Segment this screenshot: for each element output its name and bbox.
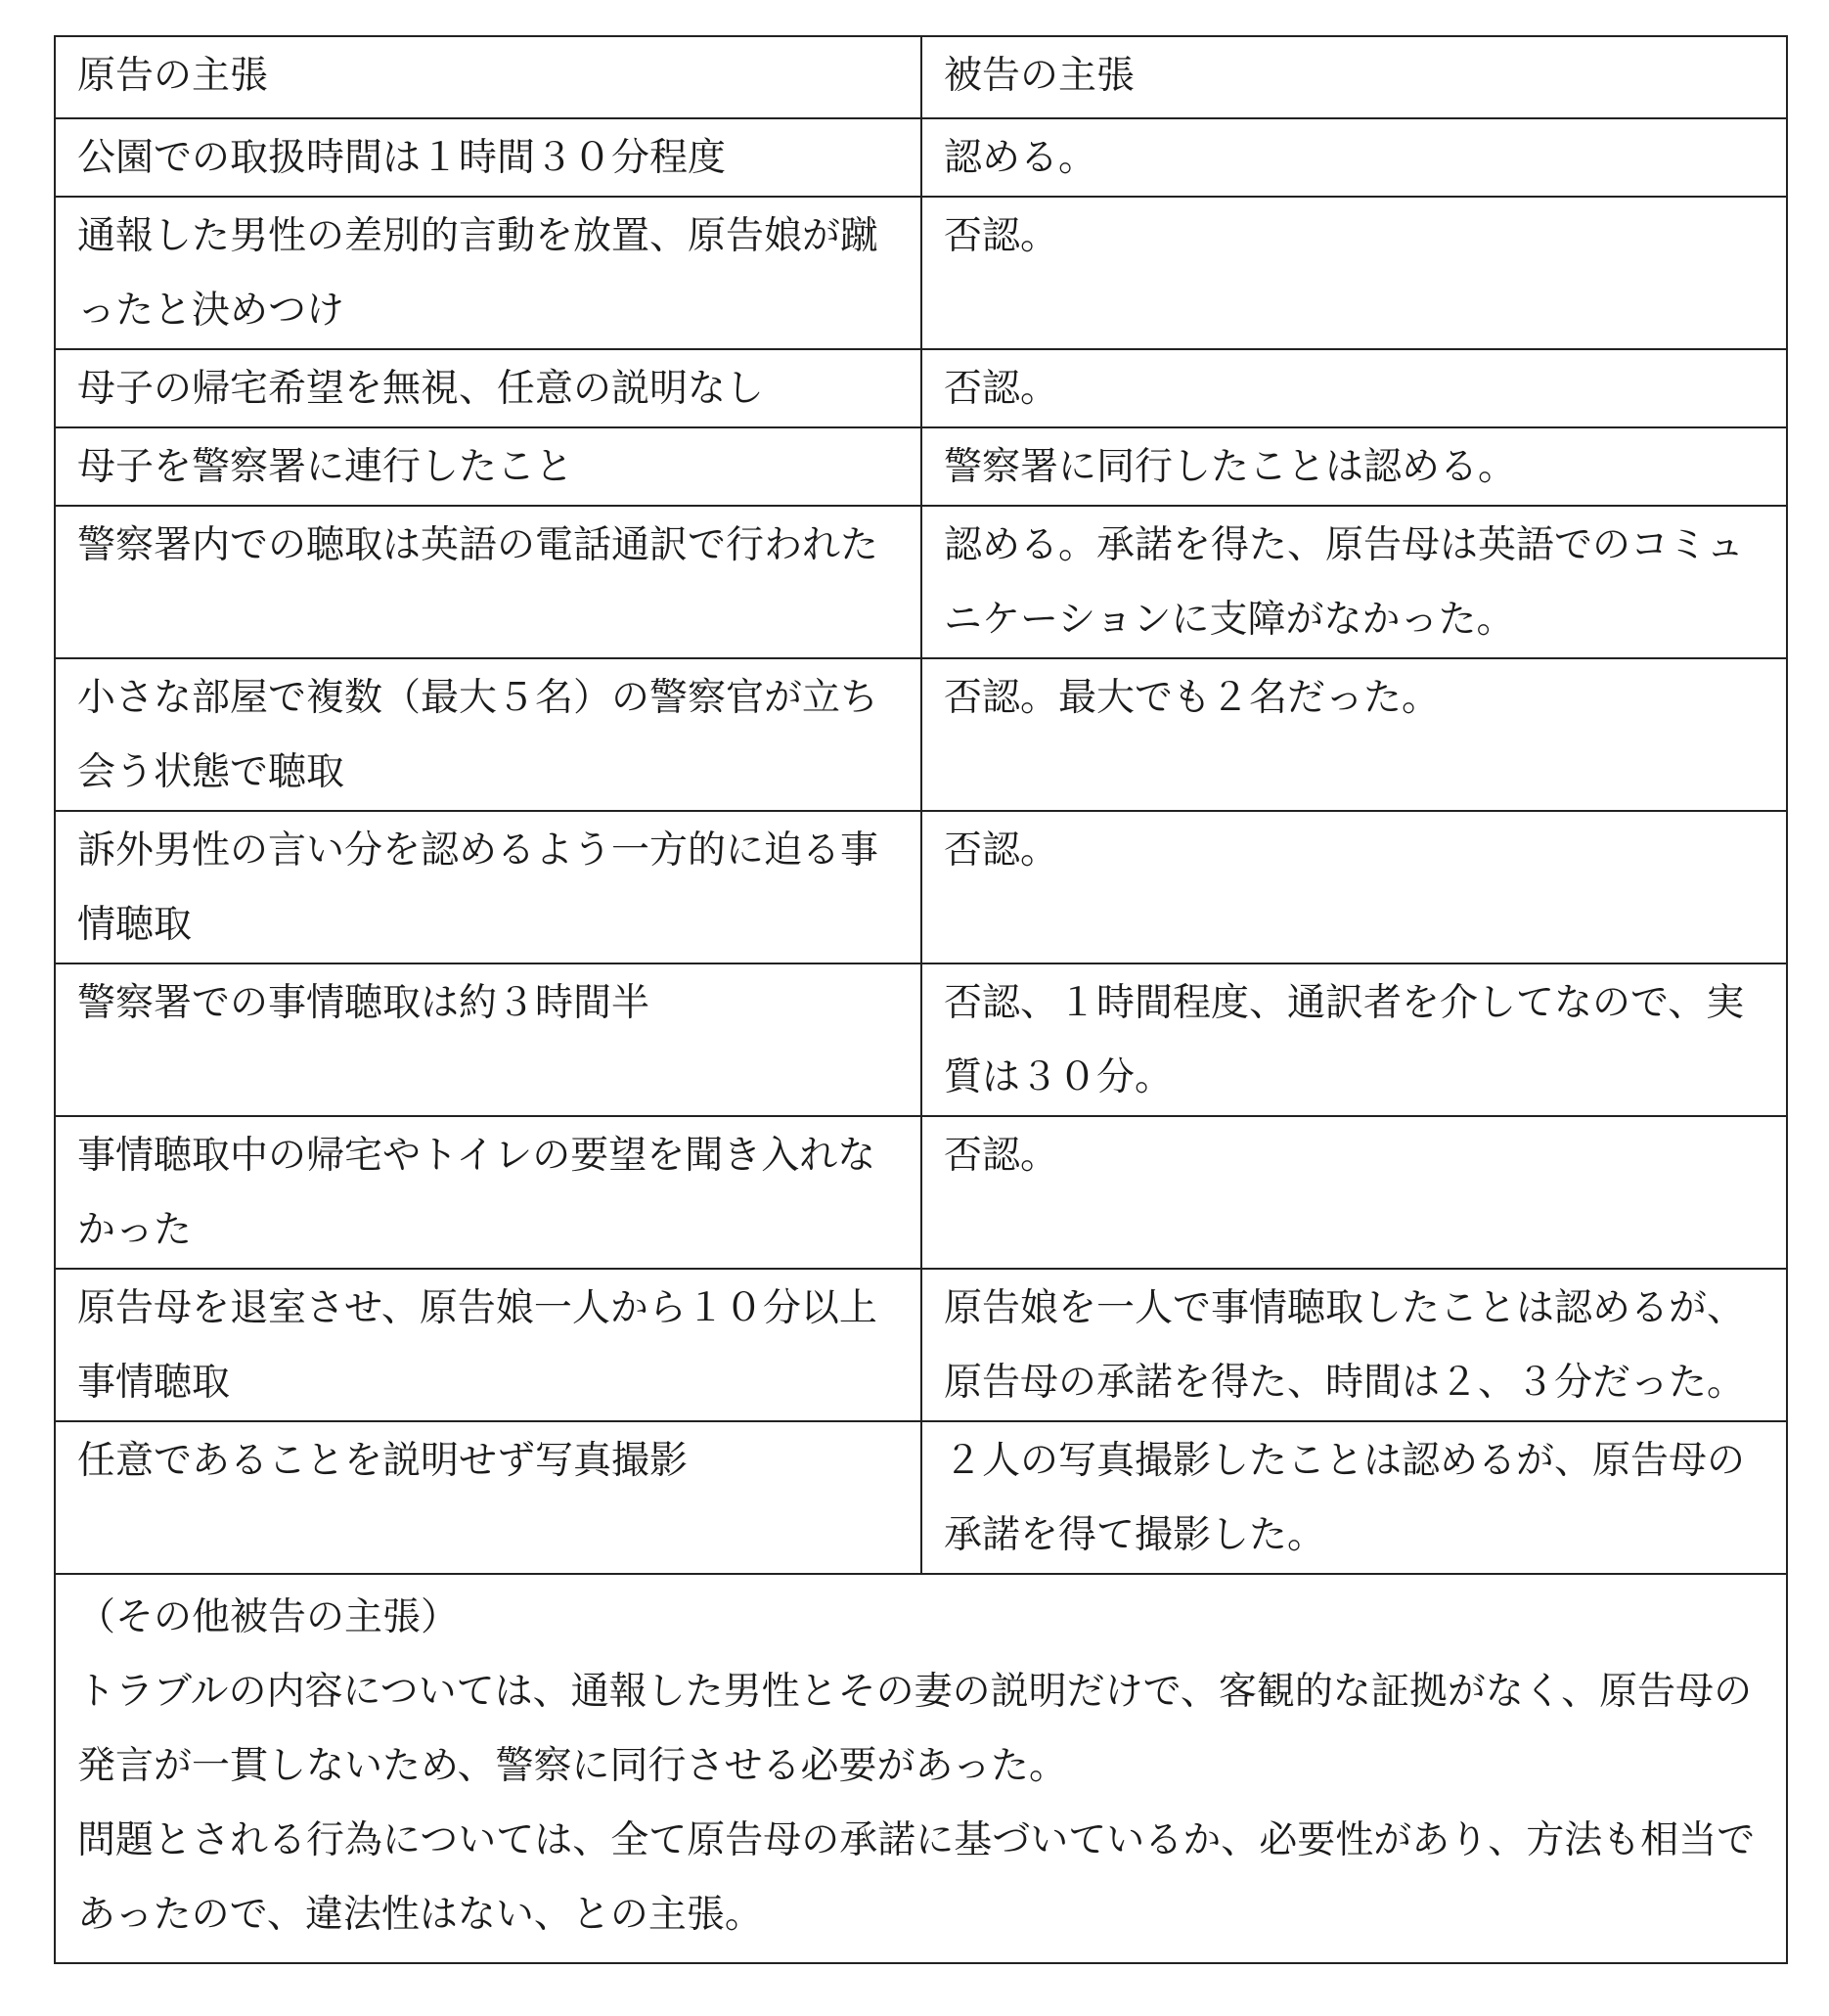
- table-row: [55, 349, 1787, 427]
- plaintiff-claim-cell: 母子の帰宅希望を無視、任意の説明なし: [55, 349, 921, 427]
- plaintiff-claim-cell: 警察署内での聴取は英語の電話通訳で行われた: [55, 506, 921, 658]
- plaintiff-claim-cell: 母子を警察署に連行したこと: [55, 427, 921, 506]
- defendant-response-cell: ２人の写真撮影したことは認めるが、原告母の承諾を得て撮影した。: [921, 1421, 1787, 1574]
- table-row: [55, 1269, 1787, 1421]
- plaintiff-claim-cell: 警察署での事情聴取は約３時間半: [55, 963, 921, 1116]
- defendant-claims-header: 被告の主張: [921, 36, 1787, 118]
- plaintiff-claim-cell: 通報した男性の差別的言動を放置、原告娘が蹴ったと決めつけ: [55, 197, 921, 349]
- plaintiff-claim-cell: 事情聴取中の帰宅やトイレの要望を聞き入れなかった: [55, 1116, 921, 1269]
- claims-comparison-table: [54, 35, 1788, 1964]
- defendant-response-cell: 否認、１時間程度、通訳者を介してなので、実質は３０分。: [921, 963, 1787, 1116]
- table-row: [55, 197, 1787, 349]
- table-row: [55, 1116, 1787, 1269]
- table-row: [55, 811, 1787, 963]
- table-row: [55, 506, 1787, 658]
- other-defendant-claims-cell: [55, 1574, 1787, 1963]
- other-claims-heading: （その他被告の主張）: [77, 1595, 460, 1639]
- other-claims-paragraph: トラブルの内容については、通報した男性とその妻の説明だけで、客観的な証拠がなく、原告母の発言が一貫しないため、警察に同行させる必要があった。: [77, 1670, 1753, 1788]
- plaintiff-claim-cell: 公園での取扱時間は１時間３０分程度: [55, 118, 921, 197]
- defendant-response-cell: 認める。承諾を得た、原告母は英語でのコミュニケーションに支障がなかった。: [921, 506, 1787, 658]
- other-claims-paragraph: 問題とされる行為については、全て原告母の承諾に基づいているか、必要性があり、方法も相当であったので、違法性はない、との主張。: [77, 1818, 1756, 1937]
- defendant-response-cell: 否認。: [921, 1116, 1787, 1269]
- defendant-response-cell: 否認。: [921, 811, 1787, 963]
- defendant-response-cell: 警察署に同行したことは認める。: [921, 427, 1787, 506]
- defendant-response-cell: 否認。: [921, 197, 1787, 349]
- defendant-response-cell: 認める。: [921, 118, 1787, 197]
- table-header-row: [55, 36, 1787, 118]
- plaintiff-claim-cell: 小さな部屋で複数（最大５名）の警察官が立ち会う状態で聴取: [55, 658, 921, 811]
- defendant-response-cell: 原告娘を一人で事情聴取したことは認めるが、原告母の承諾を得た、時間は２、３分だった。: [921, 1269, 1787, 1421]
- table-row: [55, 658, 1787, 811]
- plaintiff-claims-header: 原告の主張: [55, 36, 921, 118]
- plaintiff-claim-cell: 原告母を退室させ、原告娘一人から１０分以上事情聴取: [55, 1269, 921, 1421]
- plaintiff-claim-cell: 訴外男性の言い分を認めるよう一方的に迫る事情聴取: [55, 811, 921, 963]
- table-row: [55, 963, 1787, 1116]
- defendant-response-cell: 否認。最大でも２名だった。: [921, 658, 1787, 811]
- table-row: [55, 1421, 1787, 1574]
- table-row: [55, 427, 1787, 506]
- table-footer-row: [55, 1574, 1787, 1963]
- table-row: [55, 118, 1787, 197]
- defendant-response-cell: 否認。: [921, 349, 1787, 427]
- plaintiff-claim-cell: 任意であることを説明せず写真撮影: [55, 1421, 921, 1574]
